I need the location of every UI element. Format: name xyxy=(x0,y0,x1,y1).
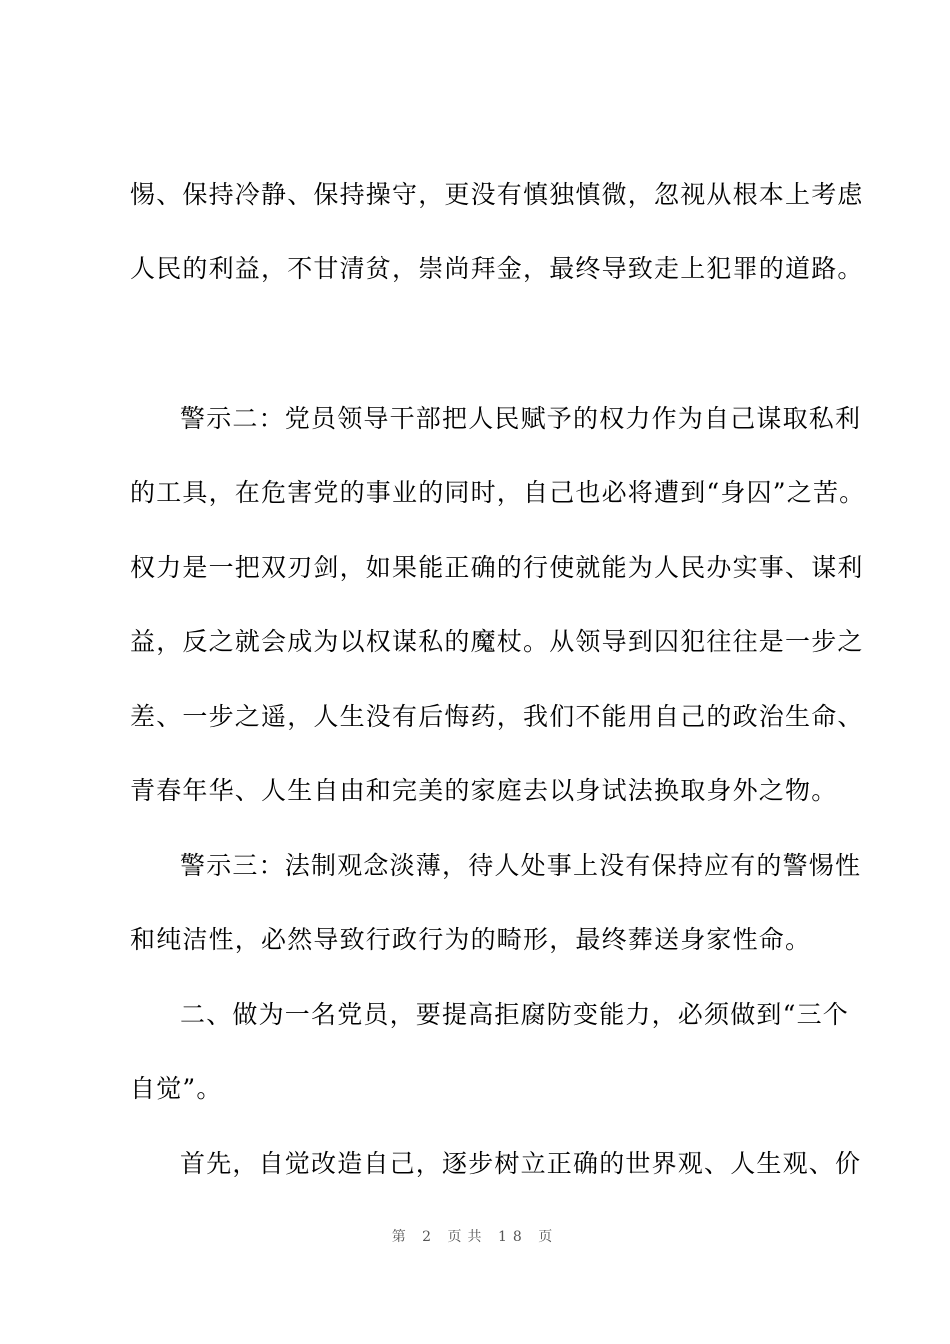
paragraph-line: 警示三：法制观念淡薄，待人处事上没有保持应有的警惕性 xyxy=(180,851,862,880)
paragraph-line: 自觉”。 xyxy=(130,1074,223,1103)
paragraph-line: 青春年华、人生自由和完美的家庭去以身试法换取身外之物。 xyxy=(130,776,838,805)
paragraph-line: 首先，自觉改造自己，逐步树立正确的世界观、人生观、价 xyxy=(180,1149,862,1178)
paragraph-line: 权力是一把双刃剑，如果能正确的行使就能为人民办实事、谋利 xyxy=(130,553,864,582)
paragraph-line: 人民的利益，不甘清贫，崇尚拜金，最终导致走上犯罪的道路。 xyxy=(130,254,864,283)
paragraph-line: 警示二：党员领导干部把人民赋予的权力作为自己谋取私利 xyxy=(180,404,862,433)
paragraph-line: 和纯洁性，必然导致行政行为的畸形，最终葬送身家性命。 xyxy=(130,925,812,954)
page-number-footer: 第 2 页共 18 页 xyxy=(391,1229,559,1245)
paragraph-line: 惕、保持冷静、保持操守，更没有慎独慎微，忽视从根本上考虑 xyxy=(130,180,864,209)
paragraph-line: 二、做为一名党员，要提高拒腐防变能力，必须做到“三个 xyxy=(180,1000,849,1029)
paragraph-line: 益，反之就会成为以权谋私的魔杖。从领导到囚犯往往是一步之 xyxy=(130,627,864,656)
paragraph-line: 的工具，在危害党的事业的同时，自己也必将遭到“身囚”之苦。 xyxy=(130,478,866,507)
paragraph-line: 差、一步之遥，人生没有后悔药，我们不能用自己的政治生命、 xyxy=(130,702,864,731)
